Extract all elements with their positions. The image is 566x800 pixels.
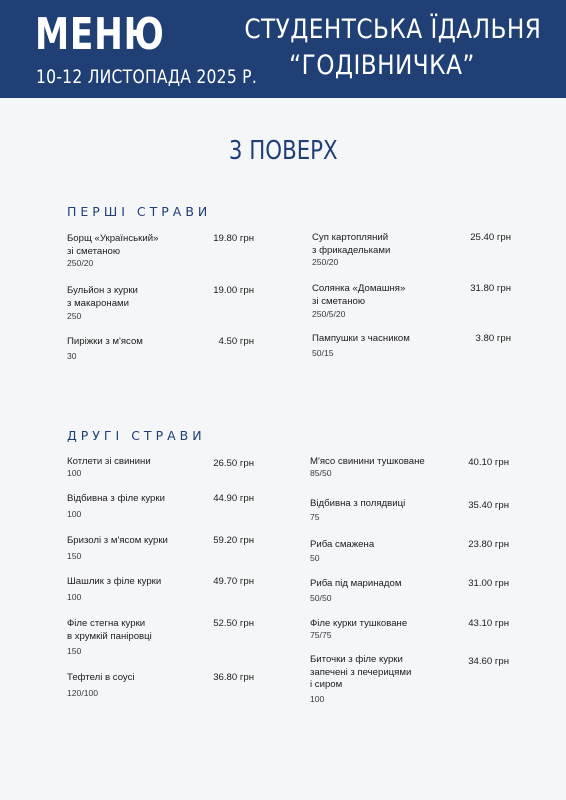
item-name: Філе стегна курки в хрумкій паніровці — [67, 618, 152, 642]
menu-header — [0, 0, 566, 98]
item-weight: 85/50 — [310, 468, 332, 478]
item-name: Відбивна з полядвиці — [310, 498, 406, 509]
item-name: Бульйон з курки з макаронами — [67, 285, 138, 309]
item-weight: 30 — [67, 351, 77, 361]
item-price: 40.10 грн — [468, 457, 509, 468]
item-name: Пиріжки з м'ясом — [67, 336, 143, 347]
item-weight: 75 — [310, 512, 320, 522]
menu-date: 10-12 ЛИСТОПАДА 2025 Р. — [36, 66, 258, 88]
item-weight: 120/100 — [67, 688, 99, 698]
item-name: Котлети зі свинини — [67, 456, 151, 467]
section-title-first-courses: ПЕРШІ СТРАВИ — [67, 204, 212, 219]
item-weight: 50/15 — [312, 348, 334, 358]
item-name: Борщ «Український» зі сметаною — [67, 233, 159, 257]
item-price: 26.50 грн — [213, 458, 254, 469]
item-price: 49.70 грн — [213, 576, 254, 587]
item-name: Риба під маринадом — [310, 578, 402, 589]
item-price: 44.90 грн — [213, 493, 254, 504]
item-weight: 100 — [67, 468, 82, 478]
item-price: 4.50 грн — [218, 336, 254, 347]
item-price: 52.50 грн — [213, 618, 254, 629]
item-name: Тефтелі в соусі — [67, 672, 135, 683]
item-price: 36.80 грн — [213, 672, 254, 683]
canteen-name — [222, 12, 542, 84]
item-name: Пампушки з часником — [312, 333, 410, 344]
item-name: Відбивна з філе курки — [67, 493, 165, 504]
item-weight: 100 — [67, 592, 82, 602]
item-price: 19.80 грн — [213, 233, 254, 244]
item-price: 34.60 грн — [468, 656, 509, 667]
floor-heading: 3 ПОВЕРХ — [228, 136, 338, 166]
item-price: 31.80 грн — [470, 283, 511, 294]
item-weight: 100 — [67, 509, 82, 519]
item-name: Шашлик з філе курки — [67, 576, 162, 587]
item-name: Суп картопляний з фрикадельками — [312, 232, 391, 256]
item-price: 59.20 грн — [213, 535, 254, 546]
canteen-name-line1: СТУДЕНТСЬКА ЇДАЛЬНЯ — [244, 14, 542, 45]
item-weight: 250/20 — [312, 257, 339, 267]
item-weight: 250 — [67, 311, 82, 321]
item-name: М'ясо свинини тушковане — [310, 456, 425, 467]
item-name: Філе курки тушковане — [310, 618, 408, 629]
item-weight: 150 — [67, 551, 82, 561]
item-name: Риба смажена — [310, 539, 375, 550]
item-price: 43.10 грн — [468, 618, 509, 629]
item-weight: 75/75 — [310, 630, 332, 640]
item-price: 19.00 грн — [213, 285, 254, 296]
item-price: 31.00 грн — [468, 578, 509, 589]
item-price: 25.40 грн — [470, 232, 511, 243]
section-title-second-courses: ДРУГІ СТРАВИ — [67, 428, 206, 443]
item-weight: 50/50 — [310, 593, 332, 603]
item-weight: 250/20 — [67, 258, 94, 268]
item-price: 23.80 грн — [468, 539, 509, 550]
item-weight: 250/5/20 — [312, 309, 346, 319]
item-weight: 50 — [310, 553, 320, 563]
item-price: 3.80 грн — [475, 333, 511, 344]
item-name: Бризолі з м'ясом курки — [67, 535, 168, 546]
menu-title: МЕНЮ — [35, 9, 165, 60]
item-weight: 150 — [67, 646, 82, 656]
item-weight: 100 — [310, 694, 325, 704]
item-price: 35.40 грн — [468, 500, 509, 511]
item-name: Солянка «Домашня» зі сметаною — [312, 283, 406, 307]
item-name: Биточки з філе курки запечені з печерицями і сиром — [310, 654, 412, 690]
canteen-name-line2: “ГОДІВНИЧКА” — [289, 50, 475, 81]
